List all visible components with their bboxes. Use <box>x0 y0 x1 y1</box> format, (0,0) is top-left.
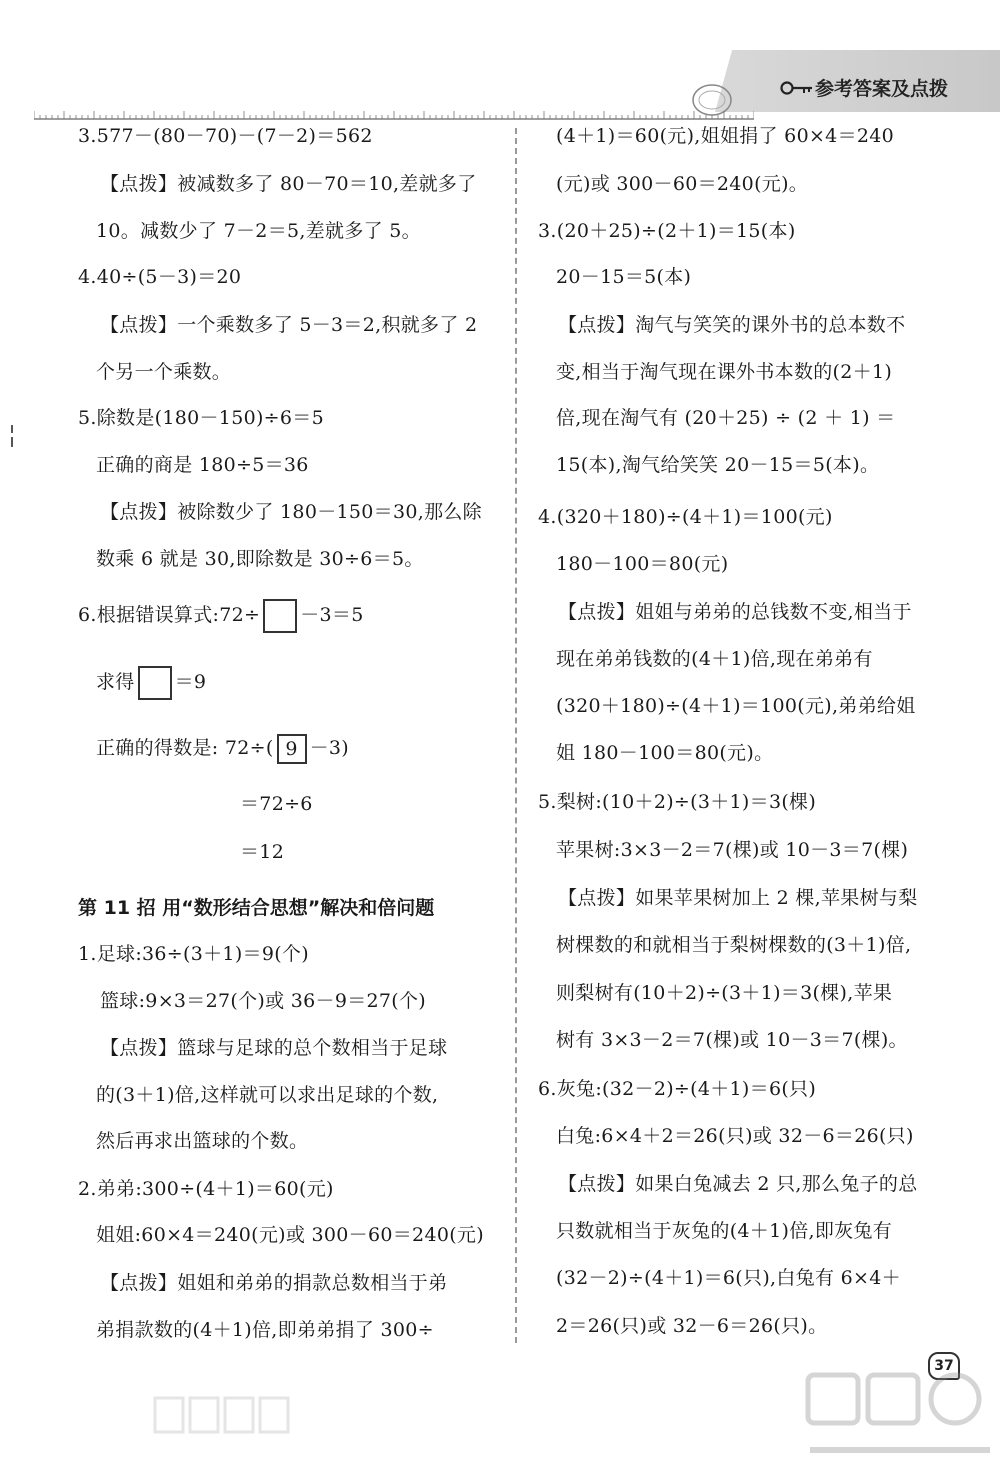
right-line: 现在弟弟钱数的(4＋1)倍,现在弟弟有 <box>556 648 873 670</box>
answer-box: 9 <box>277 734 307 764</box>
item6-line5: ＝12 <box>240 841 285 863</box>
right-line: 5.梨树:(10＋2)÷(3＋1)＝3(棵) <box>538 791 817 813</box>
item6-line3-prefix: 正确的得数是: 72÷( <box>96 737 274 759</box>
left-line: 篮球:9×3＝27(个)或 36－9＝27(个) <box>100 990 427 1012</box>
item6-line1 <box>78 597 364 633</box>
right-line: 2＝26(只)或 32－6＝26(只)。 <box>556 1315 828 1337</box>
left-line: 3.577－(80－70)－(7－2)＝562 <box>78 125 373 147</box>
right-line: (320＋180)÷(4＋1)＝100(元),弟弟给姐 <box>556 695 916 717</box>
left-line: 【点拨】篮球与足球的总个数相当于足球 <box>100 1037 448 1059</box>
watermark-stamp-graphic <box>150 1390 300 1440</box>
right-line: 苹果树:3×3－2＝7(棵)或 10－3＝7(棵) <box>556 839 909 861</box>
right-line: (4＋1)＝60(元),姐姐捐了 60×4＝240 <box>556 125 895 147</box>
left-line: 【点拨】被减数多了 80－70＝10,差就多了 <box>100 173 477 195</box>
item6-line2-prefix: 求得 <box>96 671 135 693</box>
section-title: 第 11 招 用“数形结合思想”解决和倍问题 <box>78 897 435 919</box>
item6-line2 <box>96 664 206 700</box>
right-line: 6.灰兔:(32－2)÷(4＋1)＝6(只) <box>538 1078 817 1100</box>
blank-box <box>138 666 172 700</box>
left-line: 2.弟弟:300÷(4＋1)＝60(元) <box>78 1178 334 1200</box>
right-line: 3.(20＋25)÷(2＋1)＝15(本) <box>538 220 796 242</box>
right-line: 倍,现在淘气有 (20＋25) ÷ (2 ＋ 1) ＝ <box>556 407 896 429</box>
right-line: 树棵数的和就相当于梨树棵数的(3＋1)倍, <box>556 934 912 956</box>
right-line: 4.(320＋180)÷(4＋1)＝100(元) <box>538 506 833 528</box>
left-line: 数乘 6 就是 30,即除数是 30÷6＝5。 <box>96 548 424 570</box>
left-line: 1.足球:36÷(3＋1)＝9(个) <box>78 943 309 965</box>
column-divider <box>515 128 517 1343</box>
left-line: 5.除数是(180－150)÷6＝5 <box>78 407 324 429</box>
right-line: 变,相当于淘气现在课外书本数的(2＋1) <box>556 361 893 383</box>
left-line: 然后再求出篮球的个数。 <box>96 1130 309 1152</box>
right-line: 15(本),淘气给笑笑 20－15＝5(本)。 <box>556 454 880 476</box>
right-line: 【点拨】姐姐与弟弟的总钱数不变,相当于 <box>558 601 912 623</box>
page-number: 37 <box>928 1352 960 1380</box>
item6-line3 <box>96 730 349 766</box>
item6-line4: ＝72÷6 <box>240 793 313 815</box>
left-line: 10。减数少了 7－2＝5,差就多了 5。 <box>96 220 421 242</box>
header-title: 参考答案及点拨 <box>815 78 949 100</box>
item6-line2-suffix: ＝9 <box>174 671 207 693</box>
edge-mark <box>10 425 14 447</box>
left-line: 正确的商是 180÷5＝36 <box>96 454 309 476</box>
item6-line1-suffix: －3＝5 <box>300 604 364 626</box>
left-line: 【点拨】姐姐和弟弟的捐款总数相当于弟 <box>100 1272 448 1294</box>
watermark-logo-graphic <box>800 1370 1000 1470</box>
right-line: 白兔:6×4＋2＝26(只)或 32－6＝26(只) <box>556 1125 914 1147</box>
right-line: 姐 180－100＝80(元)。 <box>556 742 774 764</box>
key-icon <box>780 80 814 96</box>
left-line: 4.40÷(5－3)＝20 <box>78 266 242 288</box>
left-line: 【点拨】被除数少了 180－150＝30,那么除 <box>100 501 482 523</box>
left-line: 个另一个乘数。 <box>96 361 232 383</box>
right-line: 只数就相当于灰兔的(4＋1)倍,即灰兔有 <box>556 1220 893 1242</box>
right-line: 20－15＝5(本) <box>556 266 692 288</box>
right-line: 则梨树有(10＋2)÷(3＋1)＝3(棵),苹果 <box>556 982 893 1004</box>
right-line: 【点拨】如果白兔减去 2 只,那么兔子的总 <box>558 1173 918 1195</box>
right-line: 180－100＝80(元) <box>556 553 729 575</box>
item6-line3-suffix: －3) <box>309 737 349 759</box>
right-line: (32－2)÷(4＋1)＝6(只),白兔有 6×4＋ <box>556 1267 901 1289</box>
right-line: 【点拨】淘气与笑笑的课外书的总本数不 <box>558 314 906 336</box>
blank-box <box>263 599 297 633</box>
left-line: 的(3＋1)倍,这样就可以求出足球的个数, <box>96 1084 439 1106</box>
left-line: 姐姐:60×4＝240(元)或 300－60＝240(元) <box>96 1224 484 1246</box>
left-line: 【点拨】一个乘数多了 5－3＝2,积就多了 2 <box>100 314 478 336</box>
left-line: 弟捐款数的(4＋1)倍,即弟弟捐了 300÷ <box>96 1319 434 1341</box>
item6-line1-prefix: 6.根据错误算式:72÷ <box>78 604 261 626</box>
right-line: (元)或 300－60＝240(元)。 <box>556 173 809 195</box>
right-line: 树有 3×3－2＝7(棵)或 10－3＝7(棵)。 <box>556 1029 908 1051</box>
right-line: 【点拨】如果苹果树加上 2 棵,苹果树与梨 <box>558 887 918 909</box>
ruler-decoration <box>34 106 754 120</box>
